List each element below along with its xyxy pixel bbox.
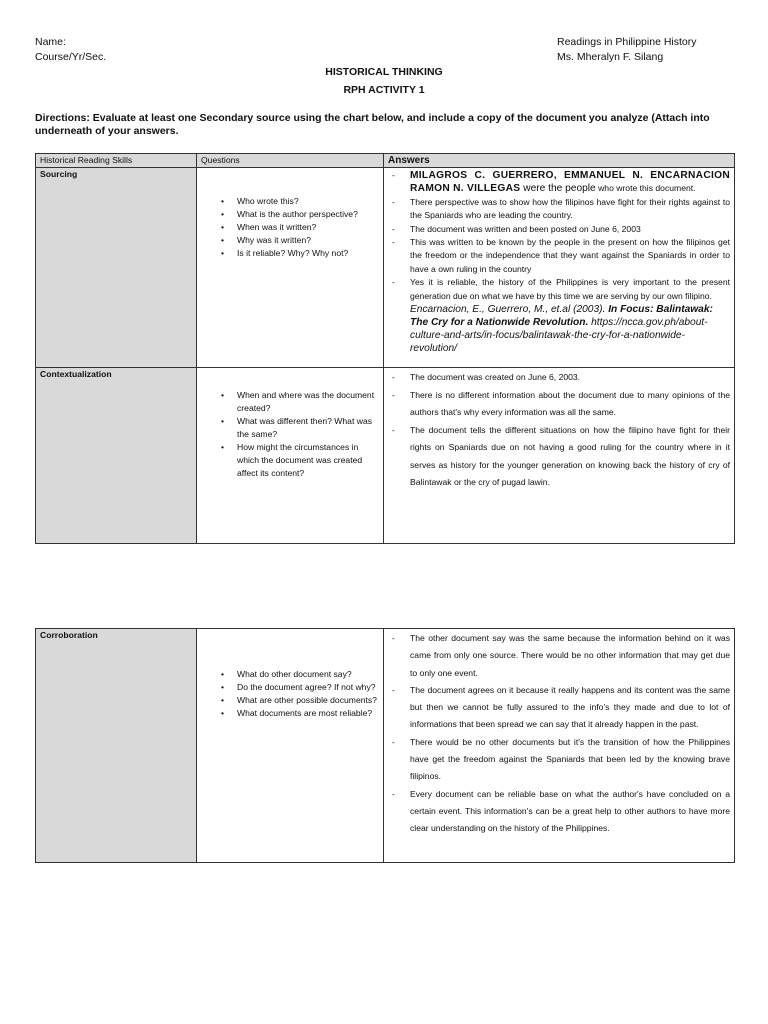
course-label: Course/Yr/Sec.: [35, 51, 107, 63]
answer-item: - Every document can be reliable base on what the author's have concluded on a certain event. This information's can be a great help to other authors to have more clear understanding on the history of the Philippines.: [410, 786, 730, 838]
question-item: • What are other possible documents?: [237, 694, 379, 707]
answers-contextualization: [384, 368, 735, 544]
header-skills: Historical Reading Skills: [36, 154, 197, 168]
analysis-table-1: [35, 153, 735, 544]
instructor-label: Ms. Mheralyn F. Silang: [557, 51, 664, 63]
header-answers: Answers: [384, 154, 735, 168]
answer-item: - The document agrees on it because it really happens and its content was the same but then we cannot be fully assured to the info's they made and due to lot of informations that been spread we can say that it already happen in the past.: [410, 682, 730, 734]
answer-item: - This was written to be known by the people in the present on how the filipinos get the freedom or the independence that they want against the Spaniards in order to have a own ruling in the country: [410, 236, 730, 276]
question-item: • What was different then? What was the same?: [237, 415, 379, 441]
questions-sourcing: [197, 168, 384, 368]
row-sourcing: [36, 168, 735, 368]
answer-item: [410, 169, 730, 196]
answer-item: - The document tells the different situations on how the filipino have fight for their rights on Spaniards due on not having a good ruling for the country where in it serves as history for the younger generation on knowing back the history of cry of Balintawak or the cry of pugad lawin.: [410, 422, 730, 492]
row-corroboration: [36, 629, 735, 863]
question-item: • How might the circumstances in which the document was created affect its content?: [237, 441, 379, 480]
question-item: • What do other document say?: [237, 668, 379, 681]
analysis-table-2: [35, 628, 735, 863]
answers-sourcing: [384, 168, 735, 368]
subject-label: Readings in Philippine History: [557, 36, 697, 48]
citation-title: In Focus: Balintawak: The Cry for a Nationwide Revolution.: [410, 304, 713, 329]
document-title: HISTORICAL THINKING: [325, 66, 443, 78]
citation-prefix: Encarnacion, E., Guerrero, M., et.al (2003).: [410, 304, 606, 316]
answer-item: - There is no different information about the document due to many opinions of the authors that's why every information was all the same.: [410, 387, 730, 422]
questions-contextualization: [197, 368, 384, 544]
answers-corroboration: [384, 629, 735, 863]
authors-names: MILAGROS C. GUERRERO, EMMANUEL N. ENCARNACION RAMON N. VILLEGAS: [410, 170, 730, 195]
question-item: • When was it written?: [237, 221, 379, 234]
answer-item: - Yes it is reliable, the history of the Philippines is very important to the present generation due on what we have by this time we are serving by our own filipino.: [410, 276, 730, 303]
header-questions: Questions: [197, 154, 384, 168]
authors-suffix-a: were the people: [520, 183, 596, 195]
directions-text: Directions: Evaluate at least one Secondary source using the chart below, and include a copy of the document you analyze (Attach into underneath of your answers.: [35, 112, 710, 137]
answer-item: - The other document say was the same because the information behind on it was came from only one source. There would be no other information that may get due to only one event.: [410, 630, 730, 682]
question-item: • Why was it written?: [237, 234, 379, 247]
skill-corroboration: Corroboration: [36, 629, 197, 863]
citation-url: https://ncca.gov.ph/about-culture-and-arts/in-focus/balintawak-the-cry-for-a-nationwide-revolution/: [410, 317, 708, 355]
skill-contextualization: Contextualization: [36, 368, 197, 544]
question-item: • Who wrote this?: [237, 195, 379, 208]
question-item: • Do the document agree? If not why?: [237, 681, 379, 694]
question-item: • Is it reliable? Why? Why not?: [237, 247, 379, 260]
name-label: Name:: [35, 36, 66, 48]
document-subtitle: RPH ACTIVITY 1: [343, 84, 425, 96]
answer-item: - The document was written and been posted on June 6, 2003: [410, 223, 730, 236]
skill-sourcing: Sourcing: [36, 168, 197, 368]
answer-item: - There perspective was to show how the filipinos have fight for their rights against to the Spaniards who are leading the country.: [410, 196, 730, 223]
question-item: • What documents are most reliable?: [237, 707, 379, 720]
question-item: • When and where was the document created?: [237, 389, 379, 415]
row-contextualization: [36, 368, 735, 544]
question-item: • What is the author perspective?: [237, 208, 379, 221]
answer-item: - There would be no other documents but it's the transition of how the Philippines have get the freedom against the Spaniards that been led by the knowing brave filipinos.: [410, 734, 730, 786]
answer-item: - The document was created on June 6, 2003.: [410, 369, 730, 387]
citation: [388, 303, 730, 355]
questions-corroboration: [197, 629, 384, 863]
authors-suffix-b: who wrote this document.: [595, 183, 696, 194]
